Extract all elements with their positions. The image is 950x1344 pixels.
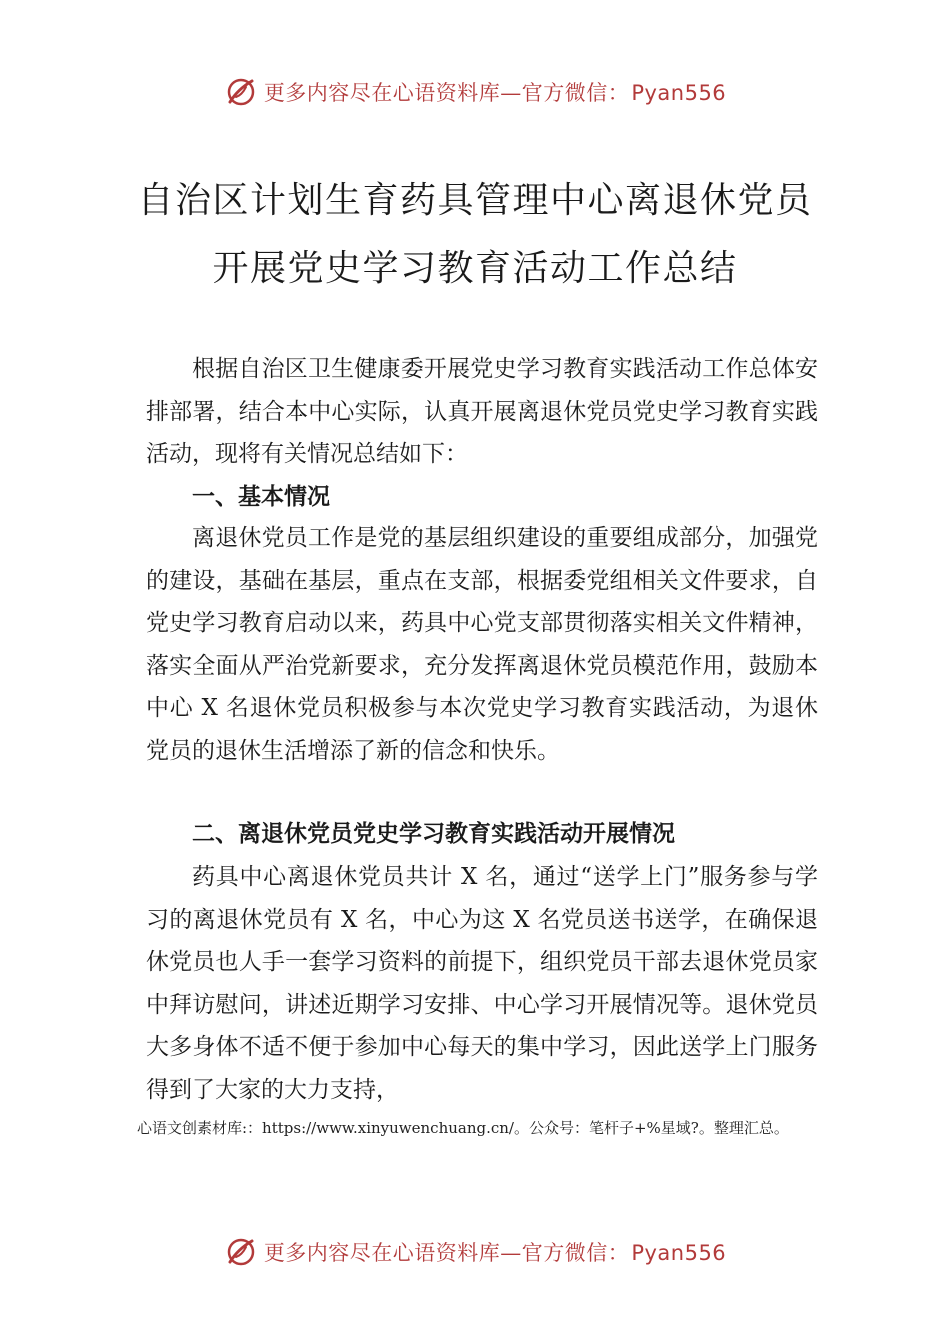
intro-text: 根据自治区卫生健康委开展党史学习教育实践活动工作总体安排部署，结合本中心实际，认真开展离退休党员党史学习教育实践活动，现将有关情况总结如下：: [146, 356, 818, 467]
section2-heading: 二、离退休党员党史学习教育实践活动开展情况: [192, 821, 675, 847]
footer-note: 心语文创素材库:：https://www.xinyuwenchuang.cn/。公众号：笔杆子+%星域?。整理汇总。: [137, 1119, 789, 1137]
brush-logo-icon: [224, 75, 258, 109]
intro-paragraph: [146, 348, 818, 476]
banner-text: 更多内容尽在心语资料库—官方微信：Pyan556: [263, 1241, 727, 1265]
watermark-banner-bottom: [0, 1232, 950, 1272]
banner-account: Pyan556: [631, 81, 727, 105]
banner-account: Pyan556: [631, 1241, 727, 1265]
section1-paragraph: [146, 517, 818, 772]
document-title-line2: 开展党史学习教育活动工作总结: [212, 248, 738, 289]
banner-text: 更多内容尽在心语资料库—官方微信：Pyan556: [263, 81, 727, 105]
watermark-banner-top: [0, 72, 950, 112]
brush-logo-icon: [224, 1235, 258, 1269]
section2-text: 药具中心离退休党员共计 X 名，通过“送学上门”服务参与学习的离退休党员有 X 名，中心为这 X 名党员送书送学，在确保退休党员也人手一套学习资料的前提下，组织党员干部去退休党员家中拜访慰问，讲述近期学习安排、中心学习开展情况等。退休党员大多身体不适不便于参加中心每天的集中学习，因此送学上门服务得到了大家的大力支持，: [146, 864, 818, 1103]
section1-text: 离退休党员工作是党的基层组织建设的重要组成部分，加强党的建设，基础在基层，重点在支部，根据委党组相关文件要求，自党史学习教育启动以来，药具中心党支部贯彻落实相关文件精神，落实全面从严治党新要求，充分发挥离退休党员模范作用，鼓励本中心 X 名退休党员积极参与本次党史学习教育实践活动，为退休党员的退休生活增添了新的信念和快乐。: [146, 525, 818, 764]
section1-heading: 一、基本情况: [192, 484, 330, 510]
section2-paragraph: [146, 856, 818, 1111]
document-title-line1: 自治区计划生育药具管理中心离退休党员: [137, 180, 813, 221]
